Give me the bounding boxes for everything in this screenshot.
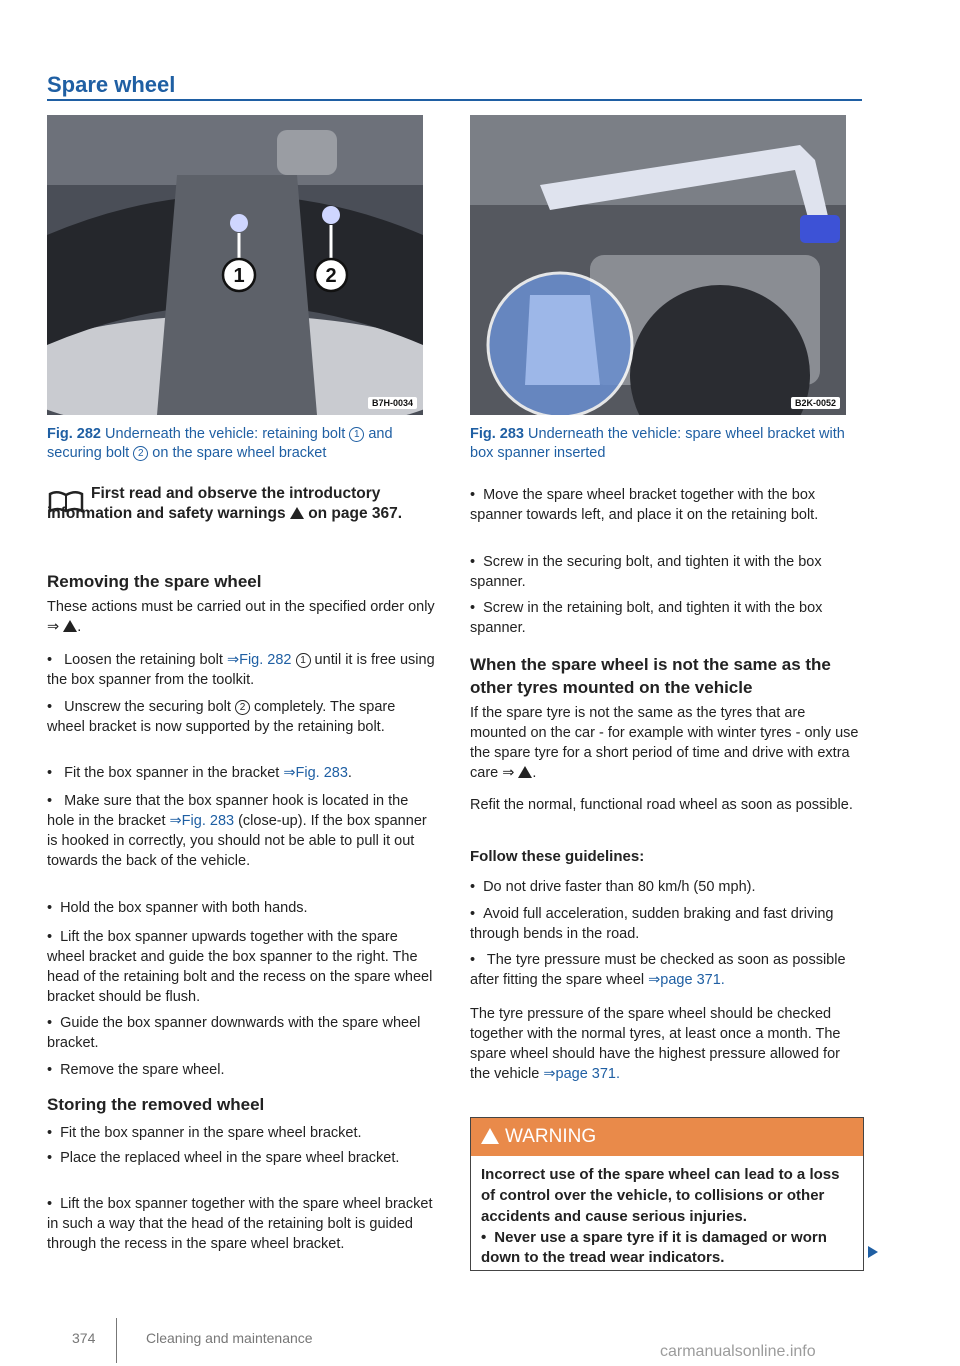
page-371-link[interactable]: ⇒page 371. [543,1066,621,1082]
list-item: • Fit the box spanner in the spare wheel bracket. [47,1123,437,1143]
list-item: • Do not drive faster than 80 km/h (50 mph). [470,877,862,897]
continue-arrow-icon [868,1246,878,1258]
warning-text: Incorrect use of the spare wheel can lead to a loss of control over the vehicle, to collisions or other accidents and cause serious injuries. [481,1166,840,1225]
section-heading: When the spare wheel is not the same as the other tyres mounted on the vehicle [470,655,831,697]
figure-code: B2K-0052 [791,397,840,409]
circled-2-icon: 2 [235,700,250,715]
list-item: • Remove the spare wheel. [47,1060,437,1080]
figure-282-image [47,115,423,415]
warning-triangle-icon [290,507,304,519]
list-item: • Avoid full acceleration, sudden braking and fast driving through bends in the road. [470,904,862,944]
removing-lead: These actions must be carried out in the specified order only ⇒ . [47,599,435,635]
callout-2: 2 [325,265,337,287]
list-item: • Place the replaced wheel in the spare wheel bracket. [47,1148,437,1168]
guidelines-heading: Follow these guidelines: [470,848,645,865]
list-item: • Loosen the retaining bolt ⇒Fig. 282 1 until it is free using the box spanner from the toolkit. [47,650,437,690]
list-item: • Guide the box spanner downwards with the spare wheel bracket. [47,1013,437,1053]
warning-header [471,1118,863,1156]
list-item: • The tyre pressure must be checked as soon as possible after fitting the spare wheel ⇒page 371. [470,950,862,990]
fig-283-link[interactable]: ⇒Fig. 283 [169,813,235,829]
warning-title: WARNING [505,1126,597,1147]
fig-283-link[interactable]: ⇒Fig. 283 [283,765,348,781]
figure-283-caption: Fig. 283 Underneath the vehicle: spare wheel bracket with box spanner inserted [470,426,845,461]
footer-divider [116,1318,117,1363]
list-item: • Make sure that the box spanner hook is located in the hole in the bracket ⇒Fig. 283 (close-up). If the box spanner is hooked in correctly, you should not be able to pull it out towards the back of the vehicle. [47,791,437,871]
paragraph: Refit the normal, functional road wheel as soon as possible. [470,797,853,813]
list-item: • Hold the box spanner with both hands. [47,898,437,918]
paragraph: The tyre pressure of the spare wheel should be checked together with the normal tyres, at least once a month. The spare wheel should have the highest pressure allowed for the vehicle ⇒page 371. [470,1006,841,1082]
warning-box [470,1117,864,1271]
list-item: • Screw in the securing bolt, and tighten it with the box spanner. [470,552,862,592]
figure-label: Fig. 283 [470,426,524,442]
list-item: • Lift the box spanner together with the spare wheel bracket in such a way that the head of the retaining bolt is guided through the recess in the spare wheel bracket. [47,1194,437,1254]
list-item: • Screw in the retaining bolt, and tighten it with the box spanner. [470,598,862,638]
section-name: Cleaning and maintenance [146,1330,313,1346]
box-spanner-illustration [470,115,846,415]
title-rule [47,99,862,101]
warning-bullet: • Never use a spare tyre if it is damaged or worn down to the tread wear indicators. [481,1228,856,1268]
intro-notice: First read and observe the introductory information and safety warnings on page 367. [47,485,403,522]
page-title: Spare wheel [47,72,176,97]
watermark: carmanualsonline.info [660,1343,816,1360]
list-item: • Lift the box spanner upwards together with the spare wheel bracket and guide the box spanner to the right. The head of the retaining bolt and the recess on the spare wheel bracket should be flush. [47,927,437,1007]
circled-2-icon: 2 [133,446,148,461]
list-item: • Unscrew the securing bolt 2 completely. The spare wheel bracket is now supported by the retaining bolt. [47,697,437,737]
circled-1-icon: 1 [349,427,364,442]
warning-triangle-icon [518,766,532,778]
removing-heading: Removing the spare wheel [47,572,262,591]
list-item: • Move the spare wheel bracket together with the box spanner towards left, and place it on the retaining bolt. [470,485,862,525]
callout-1: 1 [233,265,245,287]
figure-283-image [470,115,846,415]
figure-label: Fig. 282 [47,426,101,442]
fig-282-link[interactable]: ⇒Fig. 282 [226,652,292,668]
spare-wheel-bracket-illustration [47,115,423,415]
figure-282-caption: Fig. 282 Underneath the vehicle: retaining bolt 1 and securing bolt 2 on the spare wheel bracket [47,426,393,461]
figure-code: B7H-0034 [368,397,417,409]
page-number: 374 [72,1330,96,1346]
warning-triangle-icon [481,1128,499,1144]
list-item: • Fit the box spanner in the bracket ⇒Fig. 283. [47,763,437,783]
storing-heading: Storing the removed wheel [47,1095,265,1114]
warning-triangle-icon [63,620,77,632]
paragraph: If the spare tyre is not the same as the tyres that are mounted on the car - for example with winter tyres - only use the spare tyre for a short period of time and drive with extra care ⇒ . [470,705,859,781]
circled-1-icon: 1 [296,653,311,668]
page-371-link[interactable]: ⇒page 371. [648,972,725,988]
